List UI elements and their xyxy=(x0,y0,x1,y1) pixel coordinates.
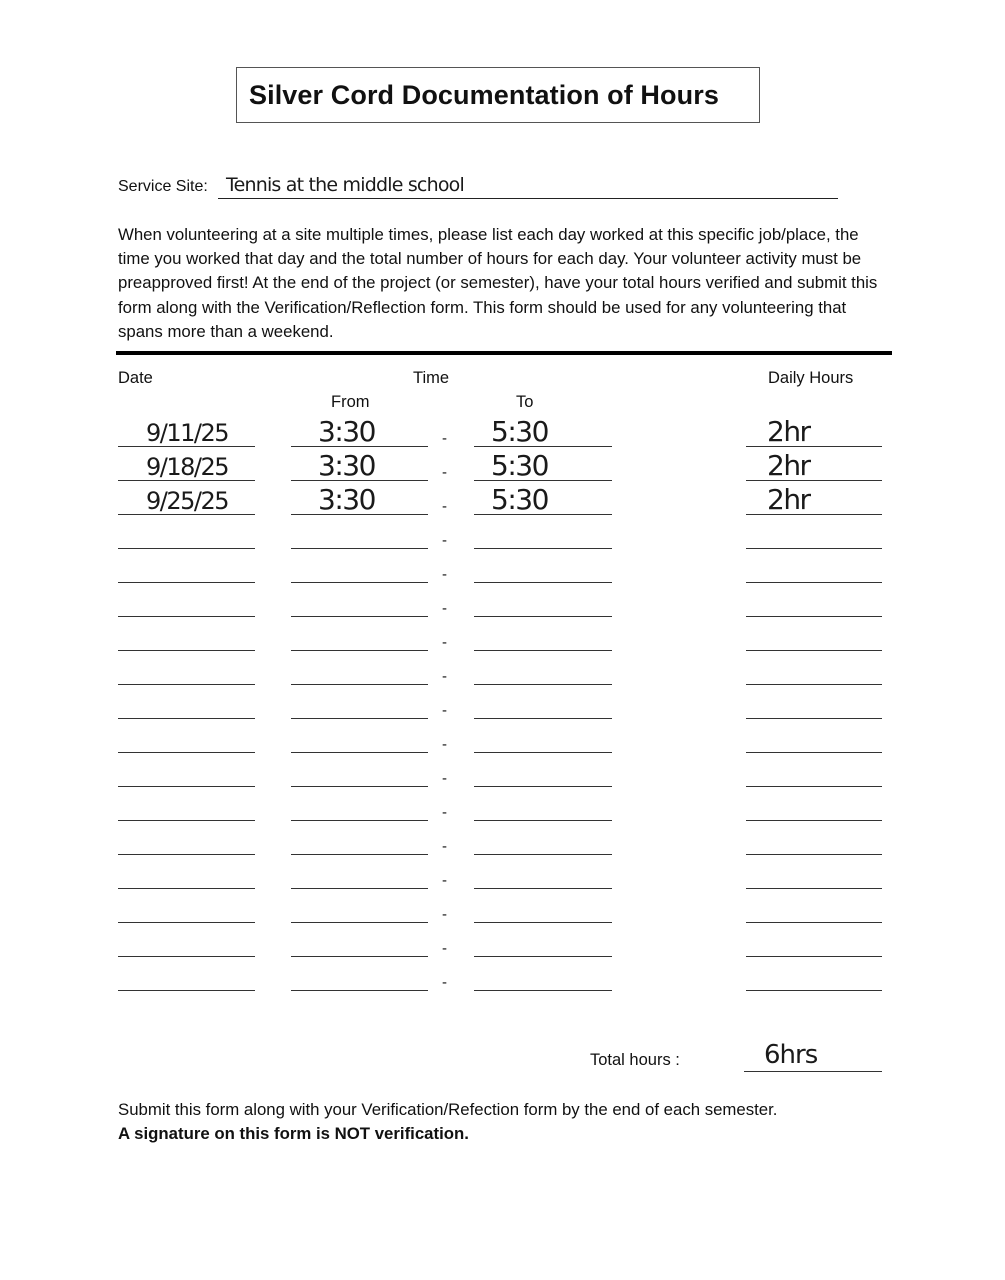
time-range-dash: - xyxy=(442,872,447,889)
to-line xyxy=(474,650,612,651)
date-field[interactable]: 9/25/25 xyxy=(146,487,229,515)
from-line xyxy=(291,786,428,787)
to-field[interactable]: 5:30 xyxy=(491,483,548,516)
hours-line xyxy=(746,990,882,991)
time-range-dash: - xyxy=(442,906,447,923)
to-line xyxy=(474,956,612,957)
to-line xyxy=(474,922,612,923)
to-line xyxy=(474,854,612,855)
to-line xyxy=(474,616,612,617)
time-range-dash: - xyxy=(442,940,447,957)
time-range-dash: - xyxy=(442,634,447,651)
to-line xyxy=(474,990,612,991)
from-line xyxy=(291,888,428,889)
time-range-dash: - xyxy=(442,600,447,617)
date-line xyxy=(118,922,255,923)
from-line xyxy=(291,990,428,991)
hours-line xyxy=(746,820,882,821)
from-line xyxy=(291,820,428,821)
footer-line-submit: Submit this form along with your Verification/Refection form by the end of each semester. xyxy=(118,1100,778,1119)
footer-note xyxy=(118,1098,777,1146)
date-line xyxy=(118,820,255,821)
time-range-dash: - xyxy=(442,566,447,583)
hours-line xyxy=(746,650,882,651)
to-line xyxy=(474,752,612,753)
hours-line xyxy=(746,548,882,549)
date-field[interactable]: 9/11/25 xyxy=(146,419,229,447)
hours-line xyxy=(746,786,882,787)
time-range-dash: - xyxy=(442,736,447,753)
from-line xyxy=(291,956,428,957)
total-hours-value[interactable]: 6hrs xyxy=(764,1040,818,1070)
from-line xyxy=(291,752,428,753)
date-line xyxy=(118,718,255,719)
to-line xyxy=(474,548,612,549)
time-range-dash: - xyxy=(442,532,447,549)
date-line xyxy=(118,990,255,991)
service-site-value[interactable]: Tennis at the middle school xyxy=(226,174,464,196)
from-line xyxy=(291,922,428,923)
time-range-dash: - xyxy=(442,430,447,447)
date-line xyxy=(118,786,255,787)
from-field[interactable]: 3:30 xyxy=(318,483,375,516)
date-line xyxy=(118,650,255,651)
to-line xyxy=(474,786,612,787)
hours-line xyxy=(746,854,882,855)
time-range-dash: - xyxy=(442,804,447,821)
hours-field[interactable]: 2hr xyxy=(767,415,810,448)
from-field[interactable]: 3:30 xyxy=(318,415,375,448)
daily-hours-header: Daily Hours xyxy=(768,369,854,387)
instructions-paragraph: When volunteering at a site multiple times, please list each day worked at this specific job/place, the time you worked that day and the total number of hours for each day. Your volunteer activity must be preapproved first! At the end of the project (or semester), have your total hours verified and submit this form along with the Verification/Reflection form. This form should be used for any volunteering that spans more than a weekend. xyxy=(118,225,878,341)
to-line xyxy=(474,820,612,821)
hours-line xyxy=(746,888,882,889)
from-header: From xyxy=(331,393,370,411)
to-field[interactable]: 5:30 xyxy=(491,449,548,482)
date-line xyxy=(118,548,255,549)
hours-line xyxy=(746,922,882,923)
page-title: Silver Cord Documentation of Hours xyxy=(249,79,719,110)
from-line xyxy=(291,718,428,719)
date-line xyxy=(118,854,255,855)
from-line xyxy=(291,854,428,855)
from-line xyxy=(291,650,428,651)
time-range-dash: - xyxy=(442,770,447,787)
from-line xyxy=(291,684,428,685)
date-line xyxy=(118,582,255,583)
time-range-dash: - xyxy=(442,974,447,991)
header-divider xyxy=(116,351,892,355)
time-header: Time xyxy=(413,369,450,387)
date-line xyxy=(118,888,255,889)
hours-line xyxy=(746,684,882,685)
date-header: Date xyxy=(118,369,153,387)
hours-line xyxy=(746,582,882,583)
from-field[interactable]: 3:30 xyxy=(318,449,375,482)
to-line xyxy=(474,684,612,685)
hours-field[interactable]: 2hr xyxy=(767,449,810,482)
total-hours-label: Total hours : xyxy=(590,1051,680,1069)
date-line xyxy=(118,956,255,957)
to-header: To xyxy=(516,393,534,411)
total-hours-line xyxy=(744,1071,882,1072)
title-box xyxy=(236,67,760,123)
to-field[interactable]: 5:30 xyxy=(491,415,548,448)
date-line xyxy=(118,616,255,617)
date-field[interactable]: 9/18/25 xyxy=(146,453,229,481)
hours-line xyxy=(746,616,882,617)
time-range-dash: - xyxy=(442,464,447,481)
from-line xyxy=(291,582,428,583)
to-line xyxy=(474,718,612,719)
time-range-dash: - xyxy=(442,498,447,515)
time-range-dash: - xyxy=(442,838,447,855)
hours-field[interactable]: 2hr xyxy=(767,483,810,516)
from-line xyxy=(291,616,428,617)
date-line xyxy=(118,684,255,685)
to-line xyxy=(474,888,612,889)
date-line xyxy=(118,752,255,753)
hours-line xyxy=(746,752,882,753)
to-line xyxy=(474,582,612,583)
from-line xyxy=(291,548,428,549)
time-range-dash: - xyxy=(442,702,447,719)
time-range-dash: - xyxy=(442,668,447,685)
hours-line xyxy=(746,956,882,957)
service-site-label: Service Site: xyxy=(118,178,208,195)
hours-line xyxy=(746,718,882,719)
footer-line-signature: A signature on this form is NOT verification. xyxy=(118,1124,469,1143)
service-site-line xyxy=(218,198,838,199)
